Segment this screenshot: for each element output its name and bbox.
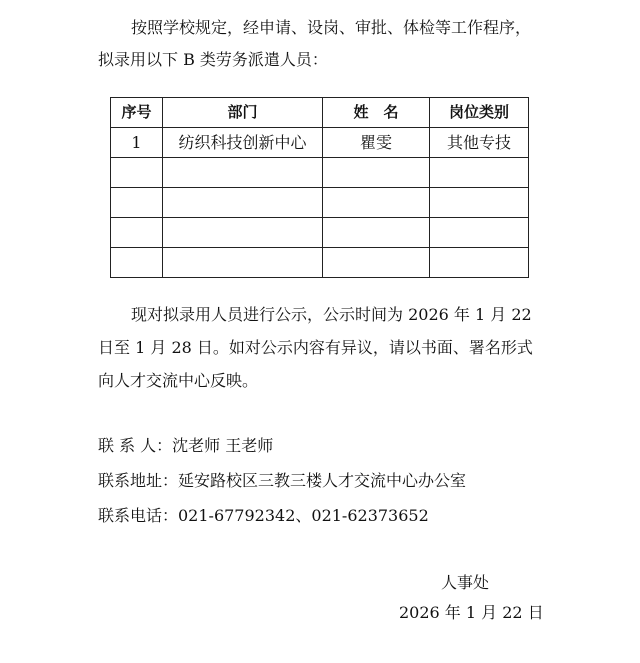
table-row [111, 218, 529, 248]
table-cell [111, 158, 163, 188]
table-row [111, 158, 529, 188]
header-serial: 序号 [111, 98, 163, 128]
intro-line-2: 拟录用以下 B 类劳务派遣人员： [98, 50, 328, 69]
table-cell [430, 158, 529, 188]
header-name: 姓 名 [323, 98, 430, 128]
intro-line-1: 按照学校规定，经申请、设岗、审批、体检等工作程序， [131, 18, 532, 37]
signature-office: 人事处 [441, 573, 490, 592]
table-cell [323, 248, 430, 278]
table-cell [430, 218, 529, 248]
notice-line-3: 向人才交流中心反映。 [98, 371, 259, 390]
table-cell [163, 218, 323, 248]
recruit-table [110, 97, 529, 278]
table-row [111, 248, 529, 278]
header-position-type: 岗位类别 [430, 98, 529, 128]
table-cell [430, 188, 529, 218]
table-cell [430, 248, 529, 278]
signature-date: 2026 年 1 月 22 日 [399, 603, 544, 622]
table-cell [163, 188, 323, 218]
table-cell: 1 [111, 128, 163, 158]
table-cell [111, 188, 163, 218]
table-cell: 瞿雯 [323, 128, 430, 158]
table-cell [111, 248, 163, 278]
header-department: 部门 [163, 98, 323, 128]
notice-line-1: 现对拟录用人员进行公示，公示时间为 2026 年 1 月 22 [131, 305, 532, 324]
table-header-row [111, 98, 529, 128]
table-row [111, 128, 529, 158]
table-cell [163, 248, 323, 278]
table-cell: 其他专技 [430, 128, 529, 158]
contact-address: 联系地址：延安路校区三教三楼人才交流中心办公室 [98, 471, 467, 490]
table-cell [111, 218, 163, 248]
table-cell [323, 188, 430, 218]
notice-line-2: 日至 1 月 28 日。如对公示内容有异议，请以书面、署名形式 [98, 338, 533, 357]
table-cell [323, 158, 430, 188]
contact-person: 联 系 人：沈老师 王老师 [98, 436, 274, 455]
table-row [111, 188, 529, 218]
table-cell: 纺织科技创新中心 [163, 128, 323, 158]
table-cell [163, 158, 323, 188]
table-cell [323, 218, 430, 248]
contact-phone: 联系电话：021-67792342、021-62373652 [98, 506, 429, 525]
